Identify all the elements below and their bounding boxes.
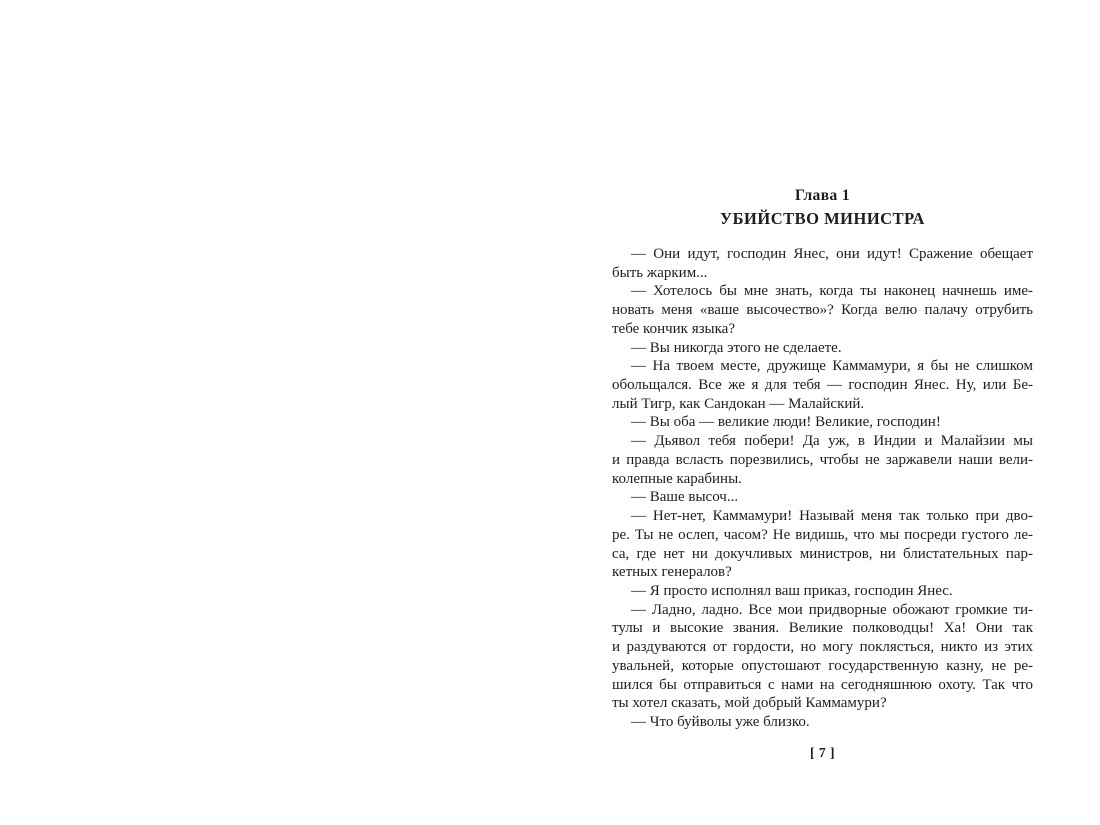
text-line: — Ладно, ладно. Все мои придворные обожают громкие ти- xyxy=(631,601,1033,618)
text-line: — Ваше высоч... xyxy=(631,489,739,506)
text-line: и правда всласть порезвились, чтобы не заржавели наши вели- xyxy=(612,451,1033,468)
text-line: лый Тигр, как Сандокан — Малайский. xyxy=(612,395,865,412)
chapter-label: Глава 1 xyxy=(794,187,851,204)
paragraph xyxy=(612,432,1033,488)
text-line: — Вы никогда этого не сделаете. xyxy=(631,339,842,356)
text-line: ты хотел сказать, мой добрый Каммамури? xyxy=(612,695,887,712)
text-line: — Хотелось бы мне знать, когда ты наконец начнешь име- xyxy=(631,283,1033,300)
text-line: новать меня «ваше высочество»? Когда велю палачу отрубить xyxy=(612,302,1033,319)
text-line: быть жарким... xyxy=(612,264,708,281)
text-line: колепные карабины. xyxy=(612,470,742,487)
text-line: — Дьявол тебя побери! Да уж, в Индии и Малайзии мы xyxy=(631,433,1033,450)
page-number: [ 7 ] xyxy=(810,745,835,760)
text-line: кетных генералов? xyxy=(612,564,732,581)
chapter-title: УБИЙСТВО МИНИСТРА xyxy=(720,209,925,228)
paragraph xyxy=(612,282,1033,338)
paragraph xyxy=(612,488,1033,507)
paragraph xyxy=(612,413,1033,432)
text-line: — Они идут, господин Янес, они идут! Сражение обещает xyxy=(631,246,1033,262)
paragraph xyxy=(612,713,1033,732)
text-line: шился бы отправиться с нами на сегодняшнюю охоту. Так что xyxy=(612,676,1033,693)
paragraph xyxy=(612,582,1033,601)
text-line: — Вы оба — великие люди! Великие, господин! xyxy=(631,414,941,431)
text-line: тулы и высокие звания. Великие полководцы! Ха! Они так xyxy=(612,620,1033,637)
body-text xyxy=(612,245,1033,732)
text-line: увальней, которые опустошают государственную казну, не ре- xyxy=(612,657,1033,674)
text-line: и раздуваются от гордости, но могу поклясться, никто из этих xyxy=(612,639,1033,656)
text-line: — На твоем месте, дружище Каммамури, я бы не слишком xyxy=(631,358,1033,375)
paragraph xyxy=(612,601,1033,713)
text-line: са, где нет ни докучливых министров, ни блистательных пар- xyxy=(612,545,1033,562)
paragraph xyxy=(612,245,1033,282)
text-line: — Я просто исполнял ваш приказ, господин Янес. xyxy=(631,582,953,599)
paragraph xyxy=(612,507,1033,582)
book-page-text-column xyxy=(612,0,1033,825)
paragraph xyxy=(612,357,1033,413)
text-line: обольщался. Все же я для тебя — господин Янес. Ну, или Бе- xyxy=(612,377,1033,394)
text-line: тебе кончик языка? xyxy=(612,320,735,337)
text-line: — Что буйволы уже близко. xyxy=(631,713,810,730)
text-line: — Нет-нет, Каммамури! Называй меня так только при дво- xyxy=(631,508,1033,525)
text-line: ре. Ты не ослеп, часом? Не видишь, что мы посреди густого ле- xyxy=(612,526,1033,543)
paragraph xyxy=(612,339,1033,358)
